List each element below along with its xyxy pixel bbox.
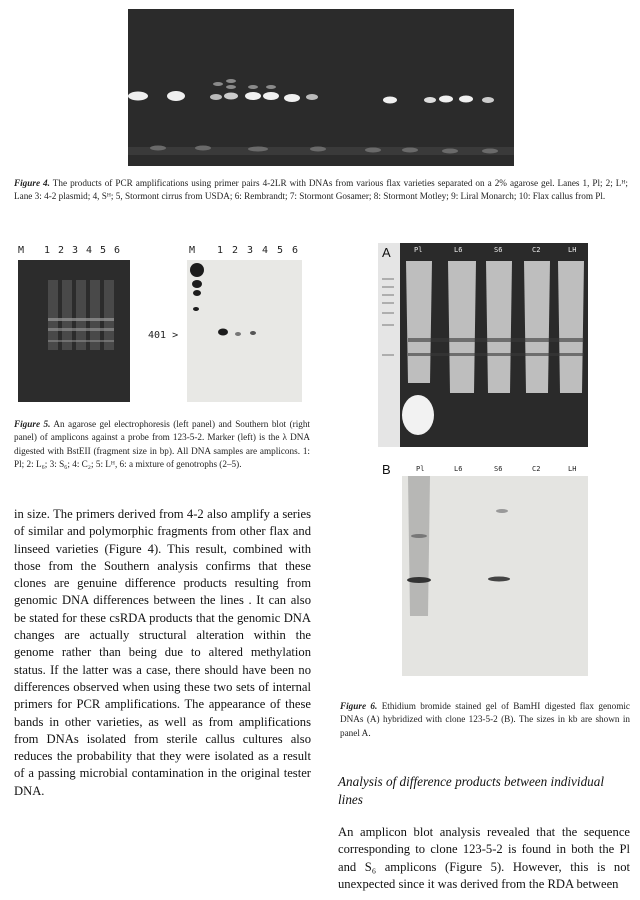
gel-band (210, 94, 222, 100)
gel-band (459, 96, 473, 103)
lane-label: Pl (416, 465, 425, 473)
gel-band (383, 97, 397, 104)
lane-label: L6 (454, 246, 463, 254)
figure-6-caption (340, 700, 630, 740)
lane-label: LH (568, 246, 577, 254)
lane-label: 6 (292, 245, 299, 256)
lane-label: C2 (532, 246, 541, 254)
section-heading: Analysis of difference products between individual lines (338, 774, 605, 807)
lane-label: 4 (86, 245, 93, 256)
figure-5-agarose-gel (18, 260, 130, 402)
figure-5-caption (14, 418, 310, 472)
figure-6-panel-b-label: B (382, 462, 391, 477)
lane-label: C2 (532, 465, 541, 473)
size-marker-label: 401 > (148, 330, 179, 341)
lane-label: LH (568, 465, 577, 473)
figure-6-panel-a-label: A (382, 245, 391, 260)
figure-6-panel-b-lane-labels (402, 465, 588, 477)
figure-6-caption-text: Ethidium bromide stained gel of BamHI digested flax genomic DNAs (A) hybridized with clone 123-5-2 (B). The sizes in kb are shown in panel A. (340, 701, 630, 738)
gel-band (245, 92, 261, 100)
figure-4-gel-image (128, 9, 514, 166)
figure-5-caption-text: An agarose gel electrophoresis (left panel) and Southern blot (right panel) of amplicons against a probe from 123-5-2. Marker (left) is the λ DNA digested with BstEII (fragment size in bp). All DNA samples are amplicons. 1: Pl; 2: L₆; 3: S₆; 4: C₂; 5: Lᴴ, 6: a mixture of genotrophs (2–5). (14, 419, 310, 470)
figure-6-panel-a-gel (378, 243, 588, 447)
lane-label: 6 (114, 245, 121, 256)
lane-label: 2 (58, 245, 65, 256)
figure-5-southern-blot-svg (187, 260, 302, 402)
lane-label: L6 (454, 465, 463, 473)
gel-band (306, 94, 318, 100)
figure-6-caption-label: Figure 6. (340, 701, 378, 711)
lane-label: 5 (277, 245, 284, 256)
figure-6-panel-b-svg (402, 476, 588, 676)
body-paragraph-left: in size. The primers derived from 4-2 also amplify a series of similar and polymorphic fragments from other flax and linseed varieties (Figure 4). This result, combined with those from the Southern analysis confirms that these clones are genuine difference products resulting from genomic DNA differences between the lines . It can also be stated for these csRDA products that the genomic DNA changes are actually structural alteration within the genome rather than being due to altered methylation status. If the latter was a case, there should have been no differences observed when using these two sets of internal primers for PCR amplifications. The appearance of these bands in other varieties, as well as from amplifications from DNAs isolated from sterile callus cultures also reduces the probability that they were isolated as a result of a passing microbial contamination in the original tester DNA. (14, 507, 311, 798)
lane-label: 3 (247, 245, 254, 256)
lane-label: 1 (217, 245, 224, 256)
lane-label: M (18, 245, 25, 256)
figure-5-caption-label: Figure 5. (14, 419, 51, 429)
gel-band (167, 91, 185, 101)
lane-label: M (189, 245, 196, 256)
lane-label: 4 (262, 245, 269, 256)
figure-5-left-lane-labels (18, 245, 130, 259)
gel-band (439, 96, 453, 103)
lane-label: 5 (100, 245, 107, 256)
body-paragraph-right: An amplicon blot analysis revealed that the sequence corresponding to clone 123-5-2 is found in both the Pl and S₆ amplicons (Figure 5). However, this is not unexpected since it was derived from the RDA between (338, 825, 630, 891)
figure-4-caption-label: Figure 4. (14, 178, 50, 188)
figure-6-panel-a-svg (378, 243, 588, 447)
figure-5-right-lane-labels (187, 245, 302, 259)
gel-band (128, 92, 148, 101)
figure-6-panel-a-lane-labels (402, 246, 588, 258)
gel-band (263, 92, 279, 100)
figure-4-caption (14, 177, 628, 204)
gel-band (424, 97, 436, 103)
gel-band (224, 93, 238, 100)
figure-5-agarose-gel-svg (18, 260, 130, 402)
gel-band (482, 97, 494, 103)
lane-label: S6 (494, 246, 503, 254)
figure-5-southern-blot (187, 260, 302, 402)
lane-label: 2 (232, 245, 239, 256)
lane-label: Pl (414, 246, 423, 254)
lane-label: 3 (72, 245, 79, 256)
figure-6-panel-b-blot (402, 476, 588, 676)
gel-band (284, 94, 300, 102)
lane-label: S6 (494, 465, 503, 473)
figure-4-caption-text: The products of PCR amplifications using primer pairs 4-2LR with DNAs from various flax varieties separated on a 2% agarose gel. Lanes 1, Pl; 2; Lᴴ; Lane 3: 4-2 plasmid; 4, Sᴴ; 5, Stormont cirrus from USDA; 6: Rembrandt; 7: Stormont Gosamer; 8: Stormont Motley; 9: Liral Monarch; 10: Flax callus from Pl. (14, 178, 628, 202)
lane-label: 1 (44, 245, 51, 256)
figure-4-gel-svg (128, 9, 514, 166)
